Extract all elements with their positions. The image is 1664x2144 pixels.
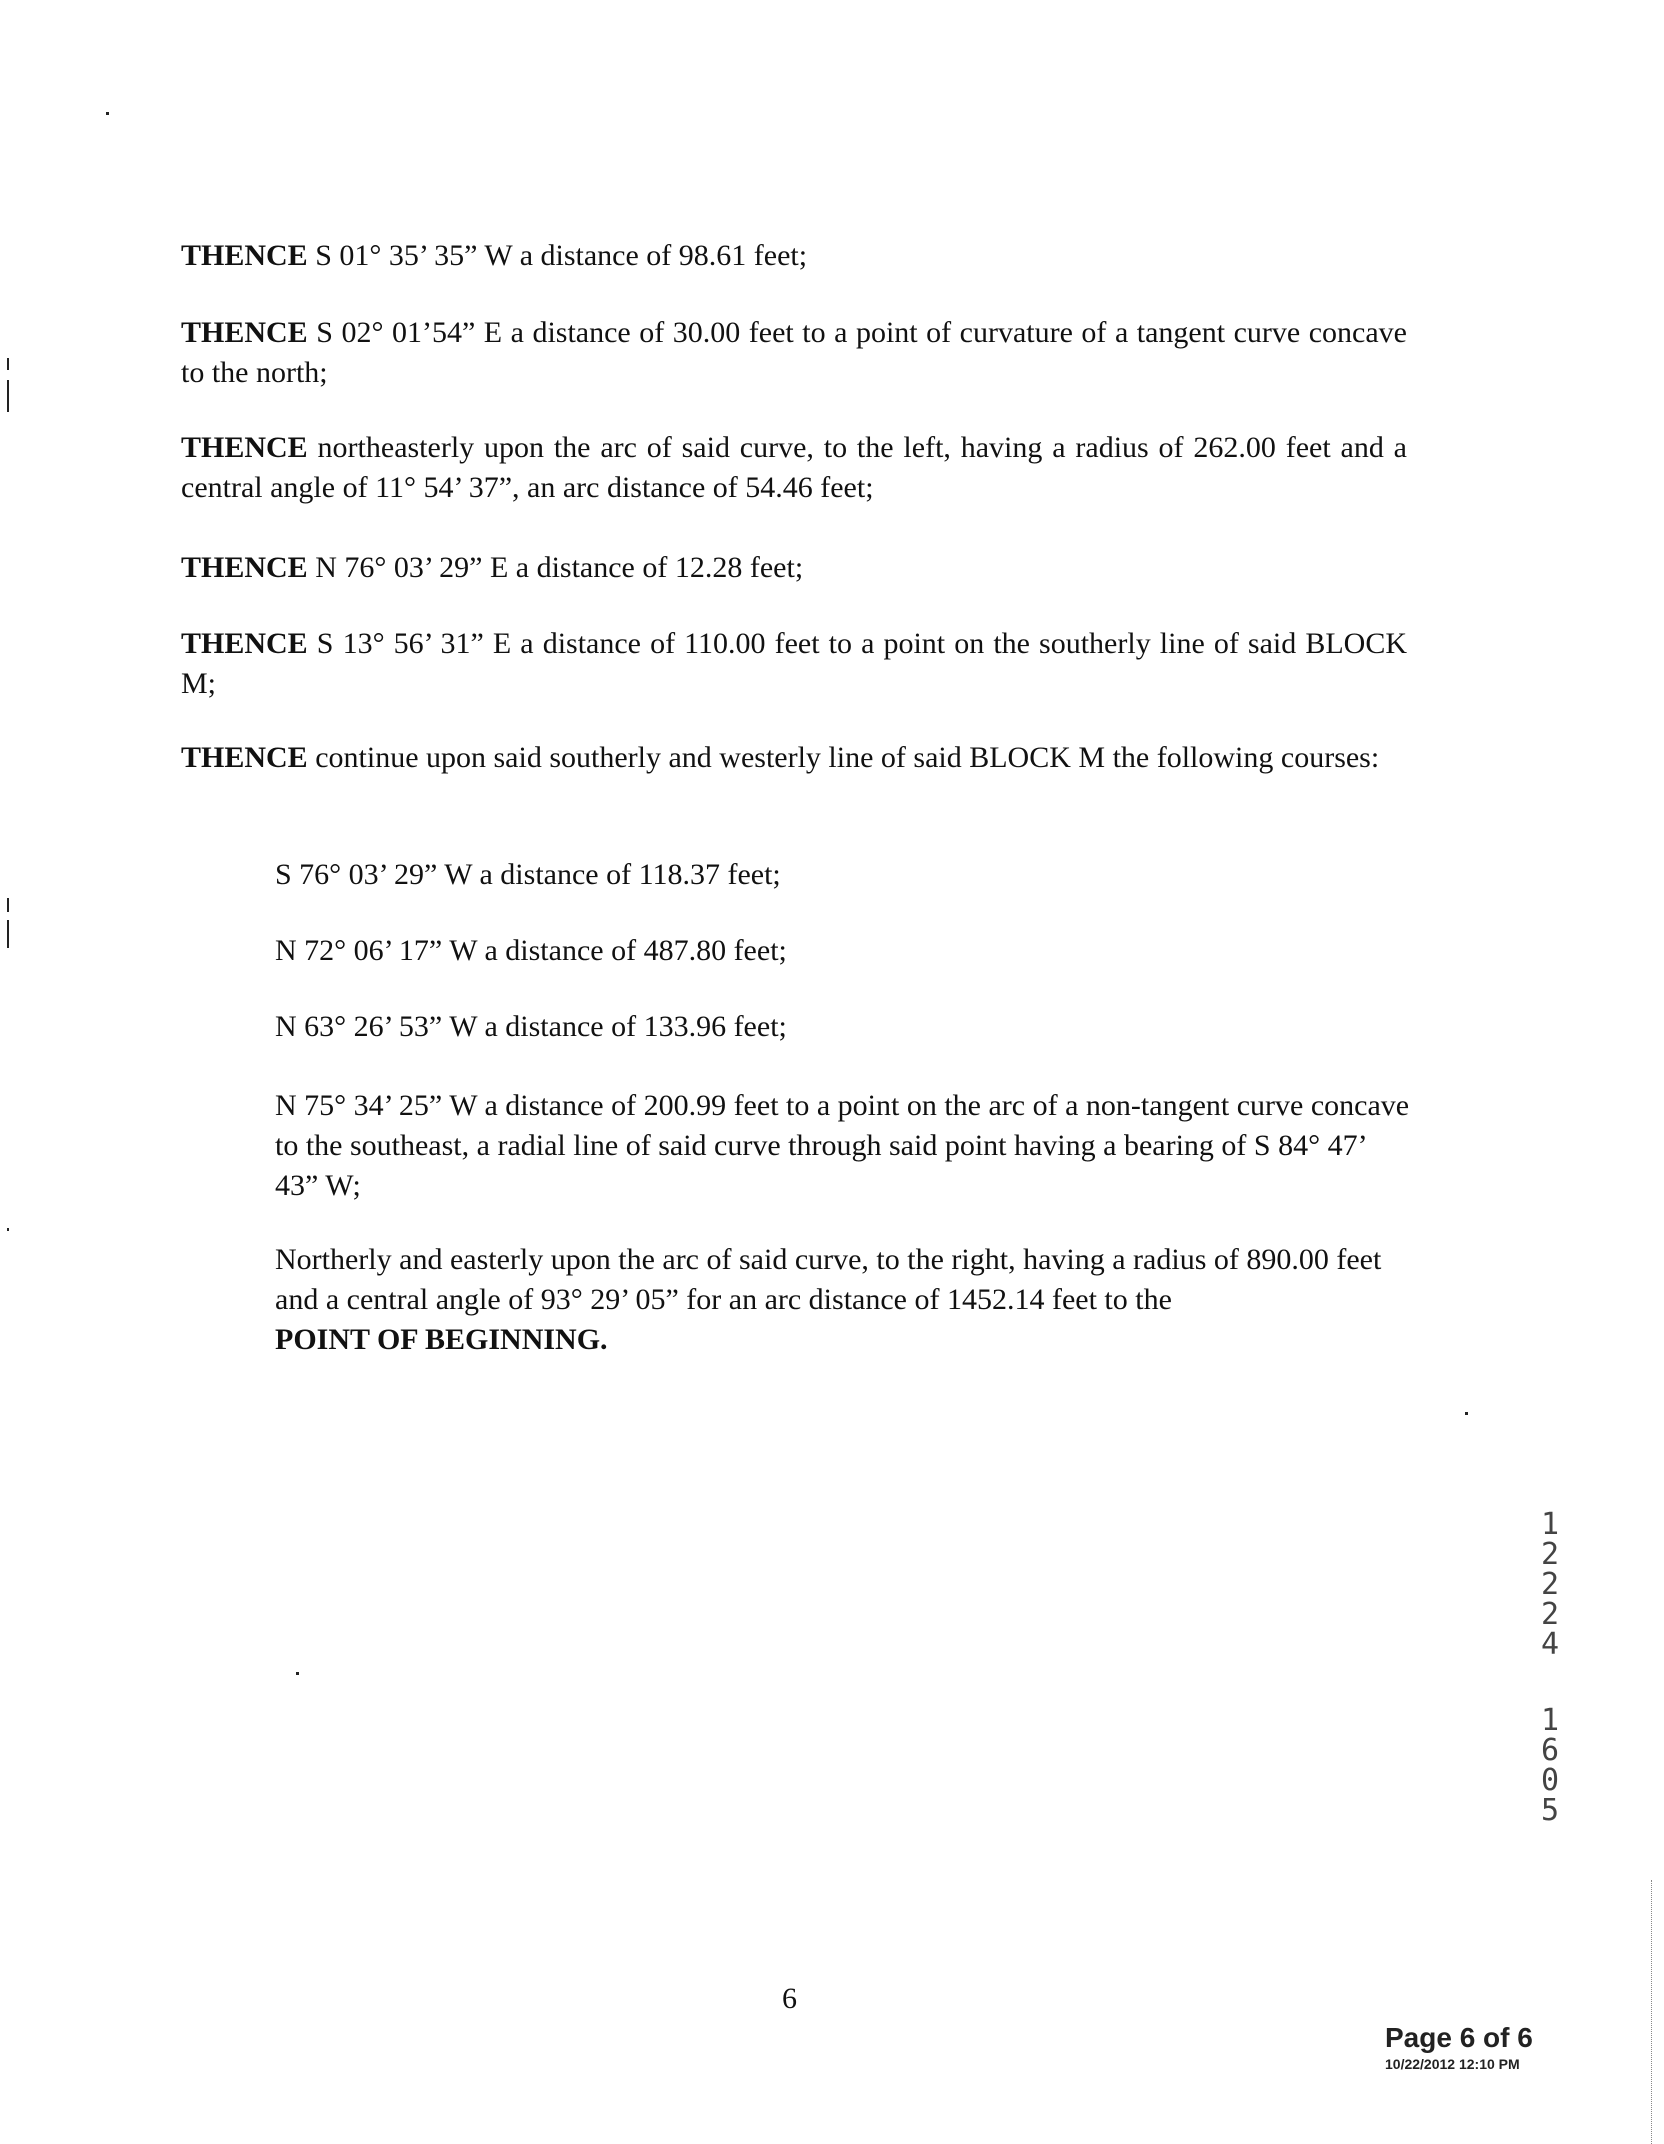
recording-stamp-upper xyxy=(1535,1507,1565,1662)
stamp-digit: 0 xyxy=(1540,1763,1560,1798)
course-item: N 63° 26’ 53” W a distance of 133.96 feet; xyxy=(275,1010,787,1043)
paragraph-text: S 13° 56’ 31” E a distance of 110.00 feet to a point on the southerly line of said BLOCK M; xyxy=(181,627,1408,700)
course-paragraph xyxy=(181,236,1407,276)
thence-keyword: THENCE xyxy=(181,316,308,349)
course-item: N 75° 34’ 25” W a distance of 200.99 feet to a point on the arc of a non-tangent curve concave to the southeast, a radial line of said curve through said point having a bearing of S 84° 47’ 43” W; xyxy=(275,1089,1410,1202)
course-paragraph xyxy=(181,738,1407,778)
course-paragraph xyxy=(181,624,1407,704)
thence-keyword: THENCE xyxy=(181,239,308,272)
course-paragraph xyxy=(181,548,1407,588)
scan-mark xyxy=(7,920,9,948)
thence-keyword: THENCE xyxy=(181,431,308,464)
scan-mark xyxy=(7,898,9,912)
stamp-digit: 6 xyxy=(1540,1733,1560,1768)
paragraph-text: northeasterly upon the arc of said curve, to the left, having a radius of 262.00 feet and a central angle of 11° 54’ 37”, an arc distance of 54.46 feet; xyxy=(181,431,1407,504)
course-text: Northerly and easterly upon the arc of said curve, to the right, having a radius of 890.00 feet and a central angle of 93° 29’ 05” for an arc distance of 1452.14 feet to the xyxy=(275,1243,1382,1316)
scan-mark xyxy=(296,1672,299,1675)
scan-mark xyxy=(7,380,9,412)
recording-stamp-lower xyxy=(1535,1703,1565,1828)
stamp-digit: 2 xyxy=(1540,1597,1560,1632)
stamp-digit: 4 xyxy=(1540,1627,1560,1662)
page-edge-line xyxy=(1651,1880,1653,2144)
paragraph-text: S 01° 35’ 35” W a distance of 98.61 feet; xyxy=(315,239,808,272)
stamp-digit: 2 xyxy=(1540,1567,1560,1602)
scan-mark xyxy=(7,358,9,370)
course-item: N 72° 06’ 17” W a distance of 487.80 feet; xyxy=(275,934,787,967)
footer-page-label: Page 6 of 6 xyxy=(1385,2022,1533,2053)
course-paragraph xyxy=(181,313,1407,393)
course-item xyxy=(275,1240,1410,1360)
stamp-digit: 2 xyxy=(1540,1537,1560,1572)
paragraph-text: S 02° 01’54” E a distance of 30.00 feet to a point of curvature of a tangent curve concave to the north; xyxy=(181,316,1408,389)
paragraph-text: continue upon said southerly and westerly line of said BLOCK M the following courses: xyxy=(315,741,1380,774)
thence-keyword: THENCE xyxy=(181,551,308,584)
point-of-beginning: POINT OF BEGINNING. xyxy=(275,1323,608,1356)
paragraph-text: N 76° 03’ 29” E a distance of 12.28 feet; xyxy=(315,551,804,584)
stamp-digit: 1 xyxy=(1540,1703,1560,1738)
thence-keyword: THENCE xyxy=(181,741,308,774)
stamp-digit: 5 xyxy=(1540,1793,1560,1828)
footer-timestamp: 10/22/2012 12:10 PM xyxy=(1385,2056,1520,2072)
thence-keyword: THENCE xyxy=(181,627,308,660)
stamp-digit: 1 xyxy=(1540,1507,1560,1542)
course-item: S 76° 03’ 29” W a distance of 118.37 feet; xyxy=(275,858,781,891)
page-number: 6 xyxy=(782,1982,797,2015)
scan-mark xyxy=(1465,1412,1468,1415)
scan-mark xyxy=(7,1228,9,1231)
course-paragraph xyxy=(181,428,1407,508)
scan-mark xyxy=(106,112,109,115)
